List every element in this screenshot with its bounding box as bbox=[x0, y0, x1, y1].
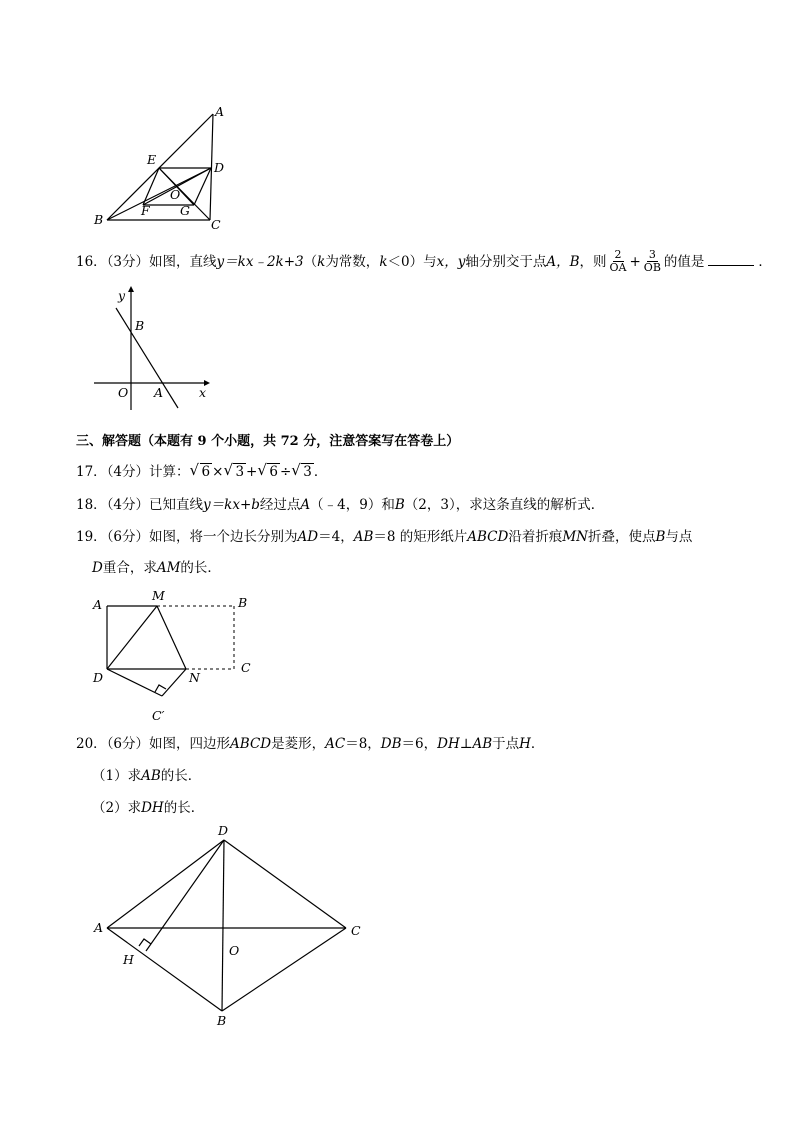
section-heading: 三、解答题（本题有 9 个小题，共 72 分，注意答案写在答卷上） bbox=[76, 434, 460, 449]
label-origin: O bbox=[118, 385, 129, 400]
label-c: C bbox=[211, 217, 221, 232]
question-20-part-1: （1）求AB的长． bbox=[92, 768, 202, 784]
label-c: C bbox=[351, 923, 361, 938]
fraction-2-over-oa: $\frac{2}{OA}$ bbox=[609, 248, 627, 274]
label-a: A bbox=[94, 920, 104, 935]
label-n: N bbox=[189, 670, 200, 685]
label-c: C bbox=[241, 660, 251, 675]
label-b: B bbox=[217, 1013, 227, 1028]
question-20: 20．（6分）如图，四边形ABCD是菱形，AC＝8，DB＝6，DH⊥AB于点H． bbox=[76, 736, 545, 752]
answer-blank[interactable] bbox=[708, 253, 754, 266]
label-d: D bbox=[218, 823, 229, 838]
sqrt-3: √ 3 bbox=[223, 461, 245, 480]
question-20-part-2: （2）求DH的长． bbox=[92, 800, 205, 816]
label-g: G bbox=[180, 203, 190, 218]
label-m: M bbox=[152, 588, 165, 603]
label-x-axis: x bbox=[199, 385, 207, 400]
figure-folded-rectangle bbox=[0, 585, 794, 725]
figure-rhombus bbox=[0, 820, 794, 1030]
label-a: A bbox=[215, 104, 225, 119]
label-b: B bbox=[135, 318, 145, 333]
label-e: E bbox=[147, 152, 157, 167]
label-d: D bbox=[93, 670, 104, 685]
label-d: D bbox=[214, 160, 225, 175]
label-a: A bbox=[154, 385, 164, 400]
label-o: O bbox=[229, 943, 240, 958]
sqrt-6: √ 6 bbox=[257, 461, 278, 480]
question-19-line-2: D重合，求AM的长． bbox=[92, 560, 221, 576]
label-c-prime: C′ bbox=[152, 708, 165, 723]
question-17: 17．（4分）计算： √ 6 × √ 3 + √ 6 ÷ √ 3 ． bbox=[76, 461, 328, 480]
fraction-3-over-ob: $\frac{3}{OB}$ bbox=[643, 248, 661, 274]
figure-coordinate-line bbox=[0, 280, 794, 420]
question-16: 16．（3分）如图，直线y＝kx﹣2k+3（k为常数，k＜0）与x，y轴分别交于点A，B，则 $\frac{2}{OA}$ + $\frac{3}{OB}$ 的值是 ． bbox=[76, 248, 772, 274]
label-a: A bbox=[93, 597, 103, 612]
sqrt-3: √ 3 bbox=[291, 461, 312, 480]
label-o: O bbox=[170, 187, 181, 202]
figure-triangle-abc bbox=[0, 0, 794, 240]
sqrt-6: √ 6 bbox=[189, 461, 211, 480]
label-y-axis: y bbox=[118, 288, 126, 303]
label-h: H bbox=[123, 952, 134, 967]
question-18: 18．（4分）已知直线y＝kx+b经过点A（﹣4，9）和B（2，3），求这条直线的解析式． bbox=[76, 497, 605, 513]
question-19: 19．（6分）如图，将一个边长分别为AD＝4，AB＝8 的矩形纸片ABCD沿着折痕MN折叠，使点B与点 bbox=[76, 529, 693, 545]
label-b: B bbox=[238, 595, 248, 610]
label-b: B bbox=[94, 212, 104, 227]
label-f: F bbox=[141, 203, 150, 218]
